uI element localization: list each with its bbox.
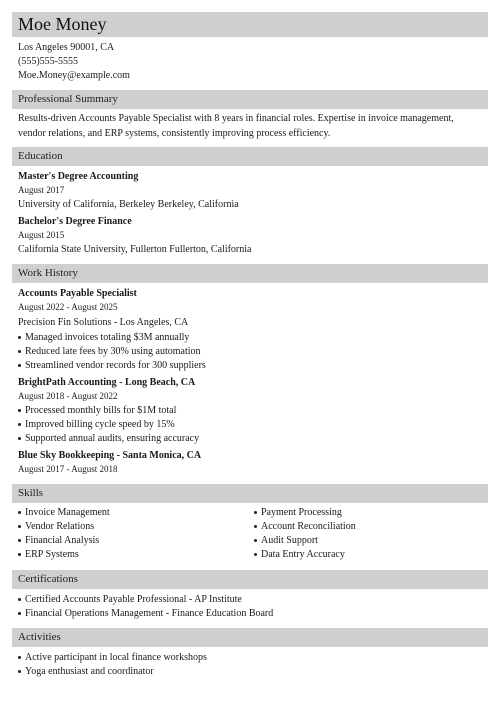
bullet-icon: [18, 336, 21, 339]
skills-heading: Skills: [12, 484, 488, 503]
job-title-2: BrightPath Accounting - Long Beach, CA: [18, 377, 196, 388]
list-item: [18, 607, 273, 621]
bullet-icon: [18, 511, 21, 514]
list-item: [18, 359, 206, 373]
list-item: [18, 345, 206, 359]
bullet-icon: [18, 437, 21, 440]
activities-list: [18, 651, 207, 679]
job-bullet-text: Improved billing cycle speed by 15%: [25, 419, 175, 430]
certification-text: Certified Accounts Payable Professional - AP Institute: [25, 594, 242, 605]
list-item: [18, 665, 207, 679]
job-bullets-2: [18, 404, 199, 446]
list-item: [18, 506, 110, 520]
education-date-2: August 2015: [18, 230, 65, 240]
certifications-heading: Certifications: [12, 570, 488, 589]
list-item: [254, 548, 356, 562]
contact-phone: (555)555-5555: [18, 56, 78, 67]
bullet-icon: [254, 539, 257, 542]
bullet-icon: [254, 511, 257, 514]
list-item: [18, 593, 273, 607]
activity-text: Active participant in local finance workshops: [25, 652, 207, 663]
summary-heading: Professional Summary: [12, 90, 488, 109]
bullet-icon: [18, 612, 21, 615]
job-title-3: Blue Sky Bookkeeping - Santa Monica, CA: [18, 450, 202, 461]
bullet-icon: [18, 670, 21, 673]
education-school-2: California State University, Fullerton Fullerton, California: [18, 244, 252, 255]
education-heading: Education: [12, 147, 488, 166]
job-bullet-text: Processed monthly bills for $1M total: [25, 405, 177, 416]
skill-text: Financial Analysis: [25, 535, 100, 546]
summary-text: Results-driven Accounts Payable Specialist with 8 years in financial roles. Expertise in invoice management, vendor relations, and ERP systems, consistently improving process efficiency.: [18, 113, 454, 139]
job-dates-3: August 2017 - August 2018: [18, 464, 118, 474]
list-item: [18, 520, 110, 534]
job-bullet-text: Reduced late fees by 30% using automation: [25, 346, 201, 357]
list-item: [18, 548, 110, 562]
contact-address: Los Angeles 90001, CA: [18, 42, 115, 53]
candidate-name: Moe Money: [12, 12, 488, 37]
work-heading: Work History: [12, 264, 488, 283]
bullet-icon: [18, 656, 21, 659]
bullet-icon: [18, 409, 21, 412]
list-item: [254, 520, 356, 534]
job-dates-1: August 2022 - August 2025: [18, 302, 118, 312]
list-item: [254, 534, 356, 548]
bullet-icon: [18, 598, 21, 601]
education-school-1: University of California, Berkeley Berkeley, California: [18, 199, 239, 210]
skill-text: ERP Systems: [25, 549, 79, 560]
list-item: [18, 534, 110, 548]
skill-text: Audit Support: [261, 535, 318, 546]
certification-text: Financial Operations Management - Finance Education Board: [25, 608, 274, 619]
skill-text: Invoice Management: [25, 507, 110, 518]
skill-text: Vendor Relations: [25, 521, 95, 532]
skills-list-left: [18, 506, 110, 562]
job-bullets-1: [18, 331, 206, 373]
job-bullet-text: Managed invoices totaling $3M annually: [25, 332, 190, 343]
job-title-1: Accounts Payable Specialist: [18, 288, 137, 299]
certifications-list: [18, 593, 273, 621]
list-item: [254, 506, 356, 520]
bullet-icon: [18, 364, 21, 367]
skill-text: Data Entry Accuracy: [261, 549, 345, 560]
education-date-1: August 2017: [18, 185, 65, 195]
list-item: [18, 331, 206, 345]
job-bullet-text: Supported annual audits, ensuring accuracy: [25, 433, 200, 444]
skill-text: Account Reconciliation: [261, 521, 356, 532]
activities-heading: Activities: [12, 628, 488, 647]
job-bullet-text: Streamlined vendor records for 300 suppliers: [25, 360, 206, 371]
education-degree-1: Master's Degree Accounting: [18, 171, 139, 182]
bullet-icon: [18, 423, 21, 426]
contact-email: Moe.Money@example.com: [18, 70, 130, 81]
bullet-icon: [18, 539, 21, 542]
bullet-icon: [18, 525, 21, 528]
education-degree-2: Bachelor's Degree Finance: [18, 216, 132, 227]
activity-text: Yoga enthusiast and coordinator: [25, 666, 154, 677]
list-item: [18, 432, 199, 446]
list-item: [18, 418, 199, 432]
job-company-1: Precision Fin Solutions - Los Angeles, CA: [18, 317, 189, 328]
bullet-icon: [254, 525, 257, 528]
list-item: [18, 651, 207, 665]
bullet-icon: [18, 553, 21, 556]
job-dates-2: August 2018 - August 2022: [18, 391, 118, 401]
list-item: [18, 404, 199, 418]
bullet-icon: [254, 553, 257, 556]
skills-list-right: [254, 506, 356, 562]
skill-text: Payment Processing: [261, 507, 342, 518]
bullet-icon: [18, 350, 21, 353]
